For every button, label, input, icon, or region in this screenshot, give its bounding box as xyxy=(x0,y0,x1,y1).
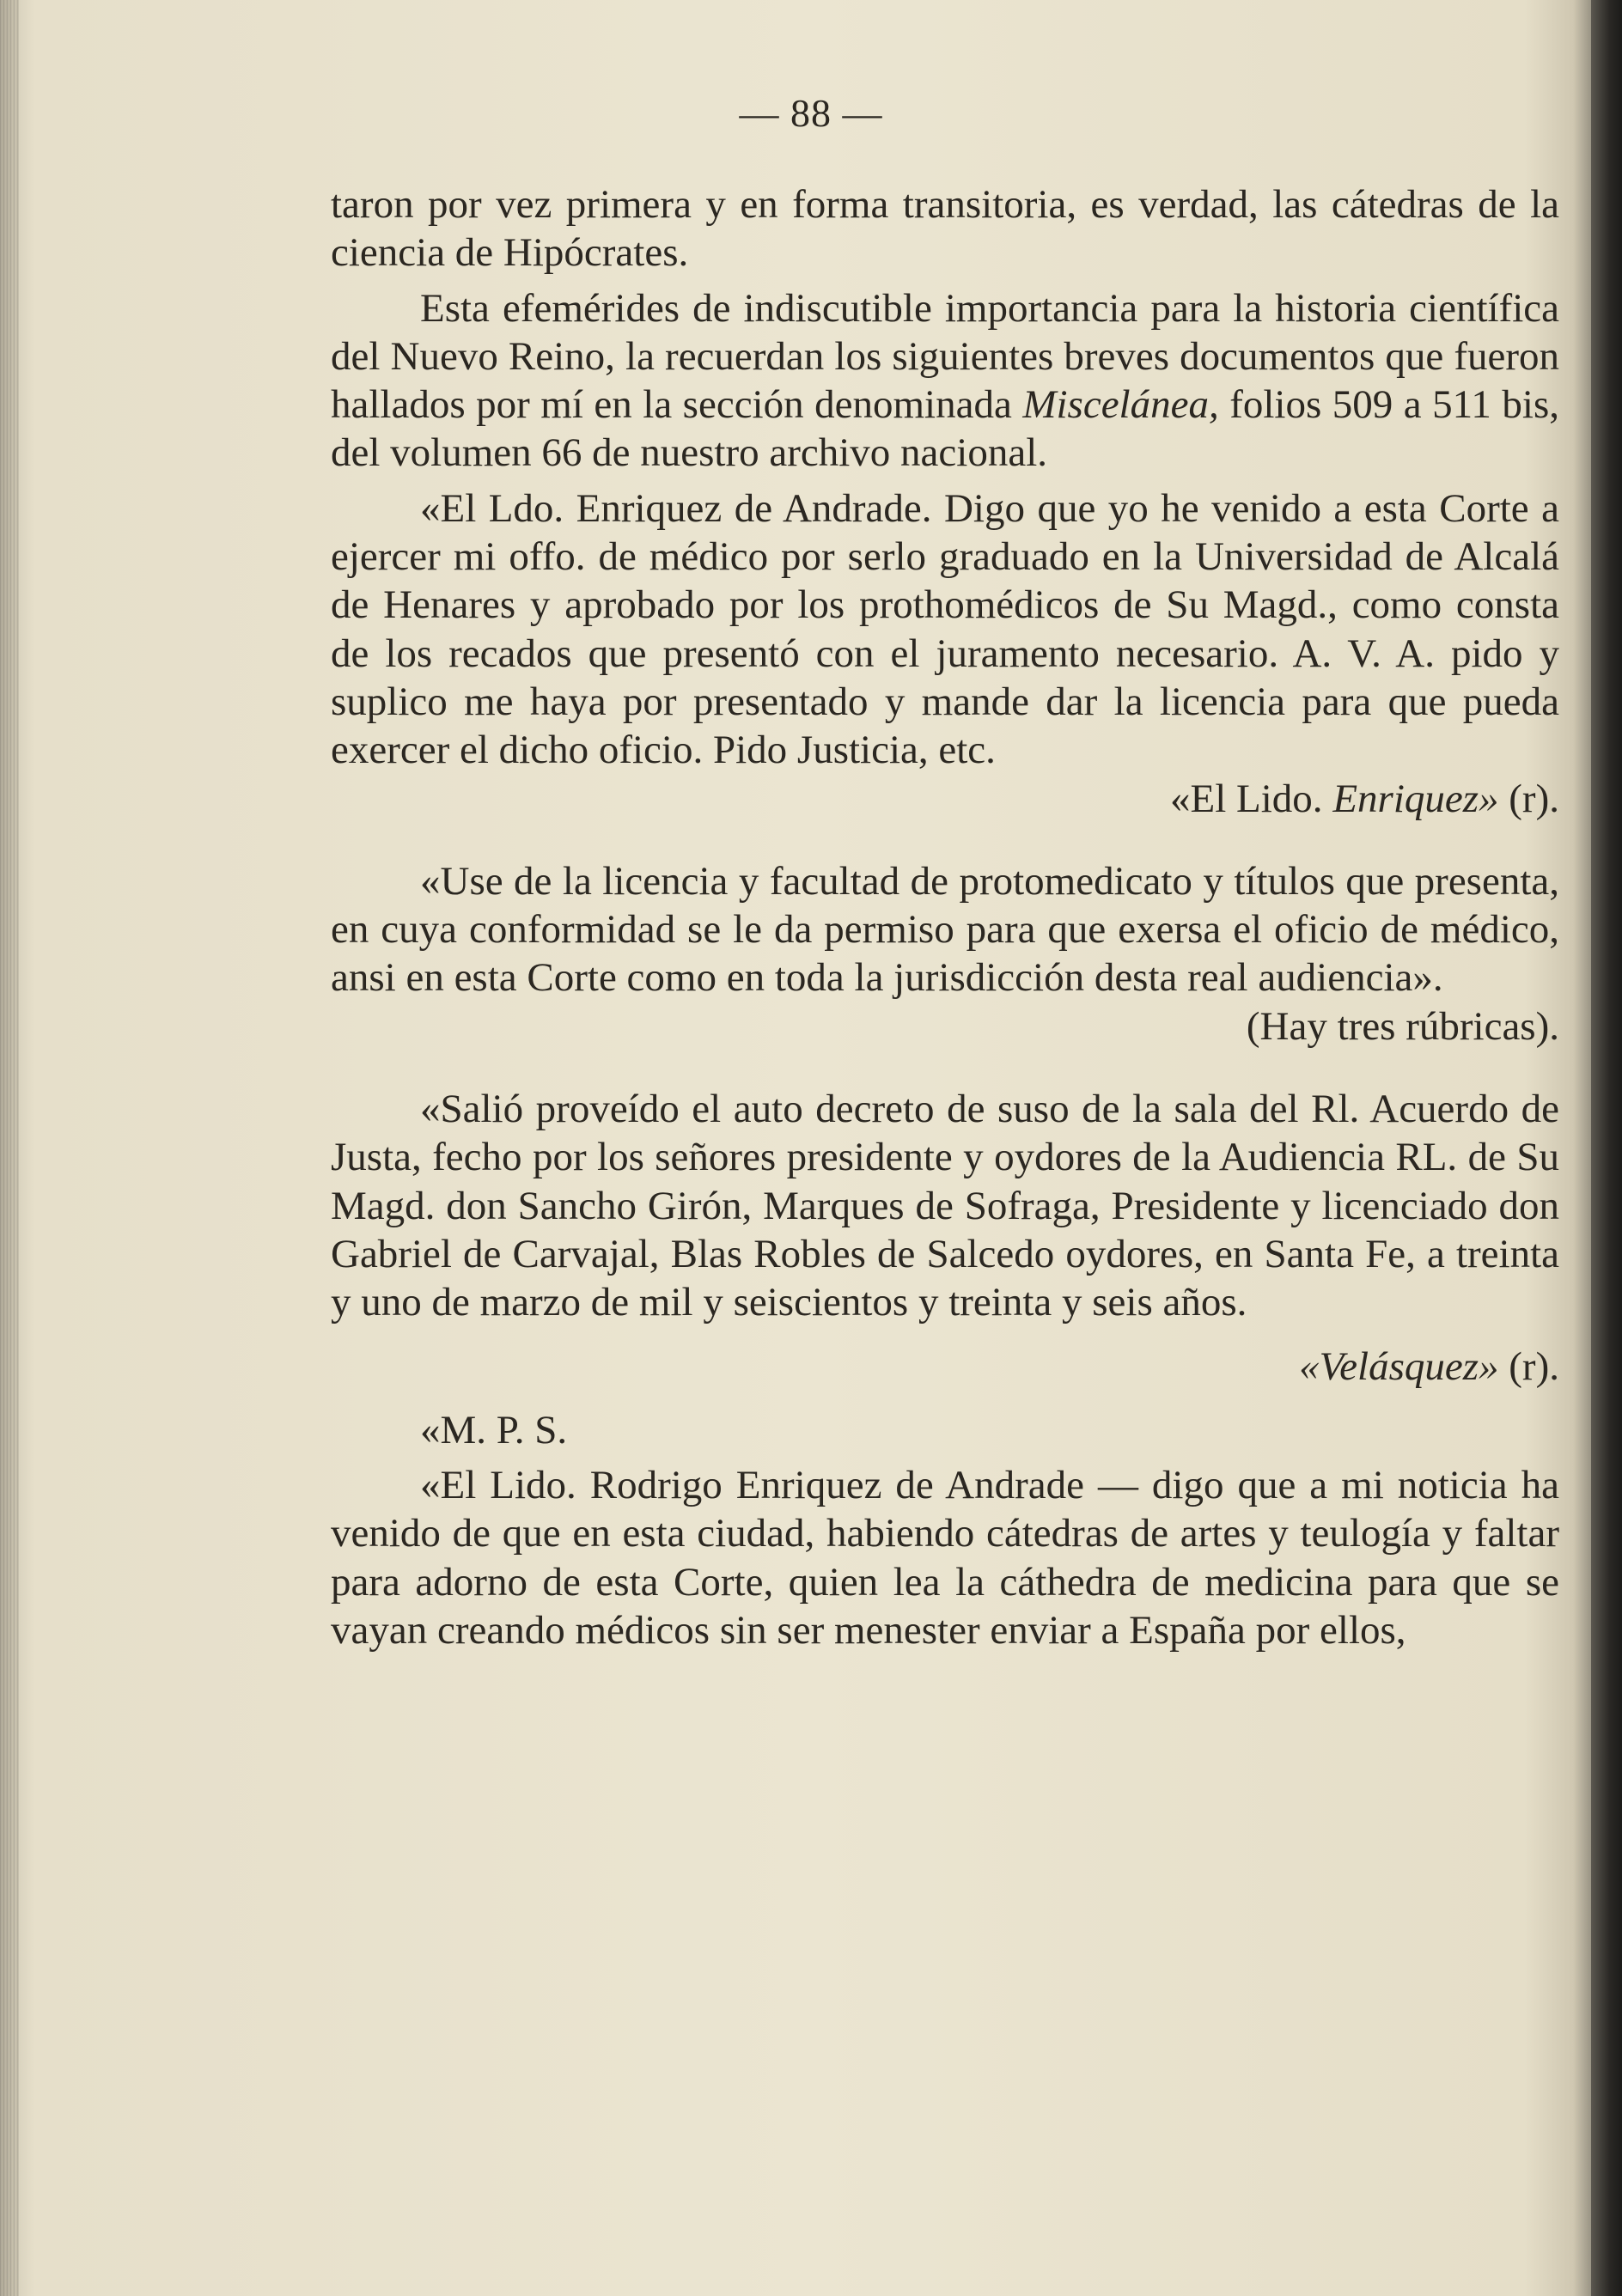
signature-velasquez xyxy=(331,1343,1559,1391)
book-spine-shadow-right xyxy=(1591,0,1622,2296)
paragraph-auto-decreto: «Salió proveído el auto decreto de suso de la sala del Rl. Acuerdo de Justa, fecho por los señores presidente y oydores de la Audiencia RL. de Su Magd. don Sancho Girón, Marques de Sofraga, Presidente y licenciado don Gabriel de Carvajal, Blas Robles de Salcedo oydores, en Santa Fe, a treinta y uno de marzo de mil y seiscientos y treinta y seis años. xyxy=(331,1087,1559,1325)
signature-italic: Enriquez» xyxy=(1332,776,1499,821)
paragraph-licencia: «Use de la licencia y facultad de protomedicato y títulos que presenta, en cuya conformidad se le da permiso para que exersa el oficio de médico, ansi en esta Corte como en toda la jurisdicción desta real audiencia». xyxy=(331,858,1559,1001)
signature-text: (r). xyxy=(1498,1343,1559,1389)
paragraph-petition: «El Ldo. Enriquez de Andrade. Digo que yo he venido a esta Corte a ejercer mi offo. de médico por serlo graduado en la Universidad de Alcalá de Henares y aprobado por los prothomédicos de Su Magd., como consta de los recados que presentó con el juramento necesario. A. V. A. pido y suplico me haya por presentado y mande dar la licencia para que pueda exercer el dicho oficio. Pido Justicia, etc. xyxy=(331,485,1559,773)
paragraph-efemerides xyxy=(331,284,1559,478)
paragraph-rodrigo: «El Lido. Rodrigo Enriquez de Andrade — digo que a mi noticia ha venido de que en esta ciudad, habiendo cátedras de artes y teulogía y faltar para adorno de esta Corte, quien lea la cáthedra de medicina para que se vayan creando médicos sin ser menester enviar a España por ellos, xyxy=(331,1463,1559,1653)
paragraph-continuation: taron por vez primera y en forma transitoria, es verdad, las cátedras de la ciencia de Hipócrates. xyxy=(331,182,1559,276)
page-stack-edge-left xyxy=(0,0,19,2296)
page-number: — 88 — xyxy=(739,91,883,135)
body-text xyxy=(331,180,1559,1654)
signature-text: «El Lido. xyxy=(1170,776,1333,821)
signature-rubricas: (Hay tres rúbricas). xyxy=(1246,1003,1559,1049)
signature-enriquez xyxy=(331,775,1559,823)
paragraph-mps: «M. P. S. xyxy=(420,1407,568,1453)
italic-title: Miscelánea, xyxy=(1022,382,1219,428)
signature-text: (r). xyxy=(1498,776,1559,821)
signature-italic: «Velásquez» xyxy=(1299,1343,1499,1389)
paragraph-text: folios 509 a 511 bis, del volumen 66 de nuestro archivo nacional. xyxy=(331,382,1559,476)
paragraph-text: Esta efemérides de indiscutible importancia para la historia científica del Nuevo Reino, la recuerdan los siguientes breves documentos que fueron hallados por mí en la sección denominada xyxy=(331,285,1559,428)
